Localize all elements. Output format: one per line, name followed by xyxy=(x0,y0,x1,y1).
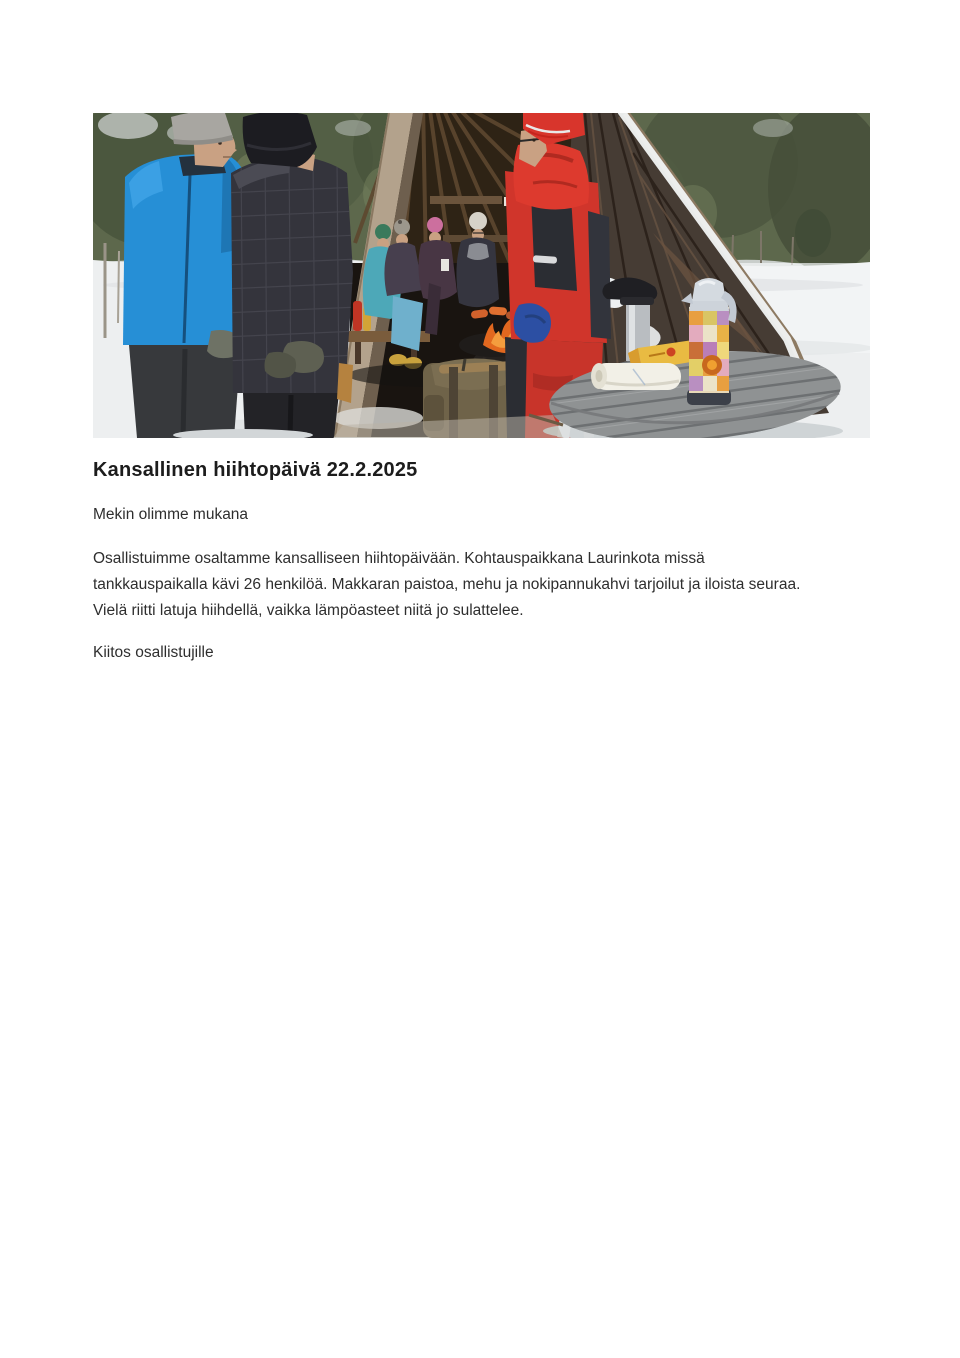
thermos xyxy=(681,278,737,405)
article-title: Kansallinen hiihtopäivä 22.2.2025 xyxy=(93,459,418,481)
article-lead: Mekin olimme mukana xyxy=(93,506,249,523)
paper-roll xyxy=(591,363,681,390)
article-closing: Kiitos osallistujille xyxy=(93,644,214,662)
article-body: Osallistuimme osaltamme kansalliseen hiihtopäivään. Kohtauspaikkana Laurinkota missä tankkauspaikalla kävi 26 henkilöä. Makkaran paistoa, mehu ja nokipannukahvi tarjoilut ja iloista seuraa. Vielä riitti latuja hiihdellä, vaikka lämpöasteet niitä jo sulattelee. xyxy=(93,550,801,620)
article-photo xyxy=(93,113,870,438)
